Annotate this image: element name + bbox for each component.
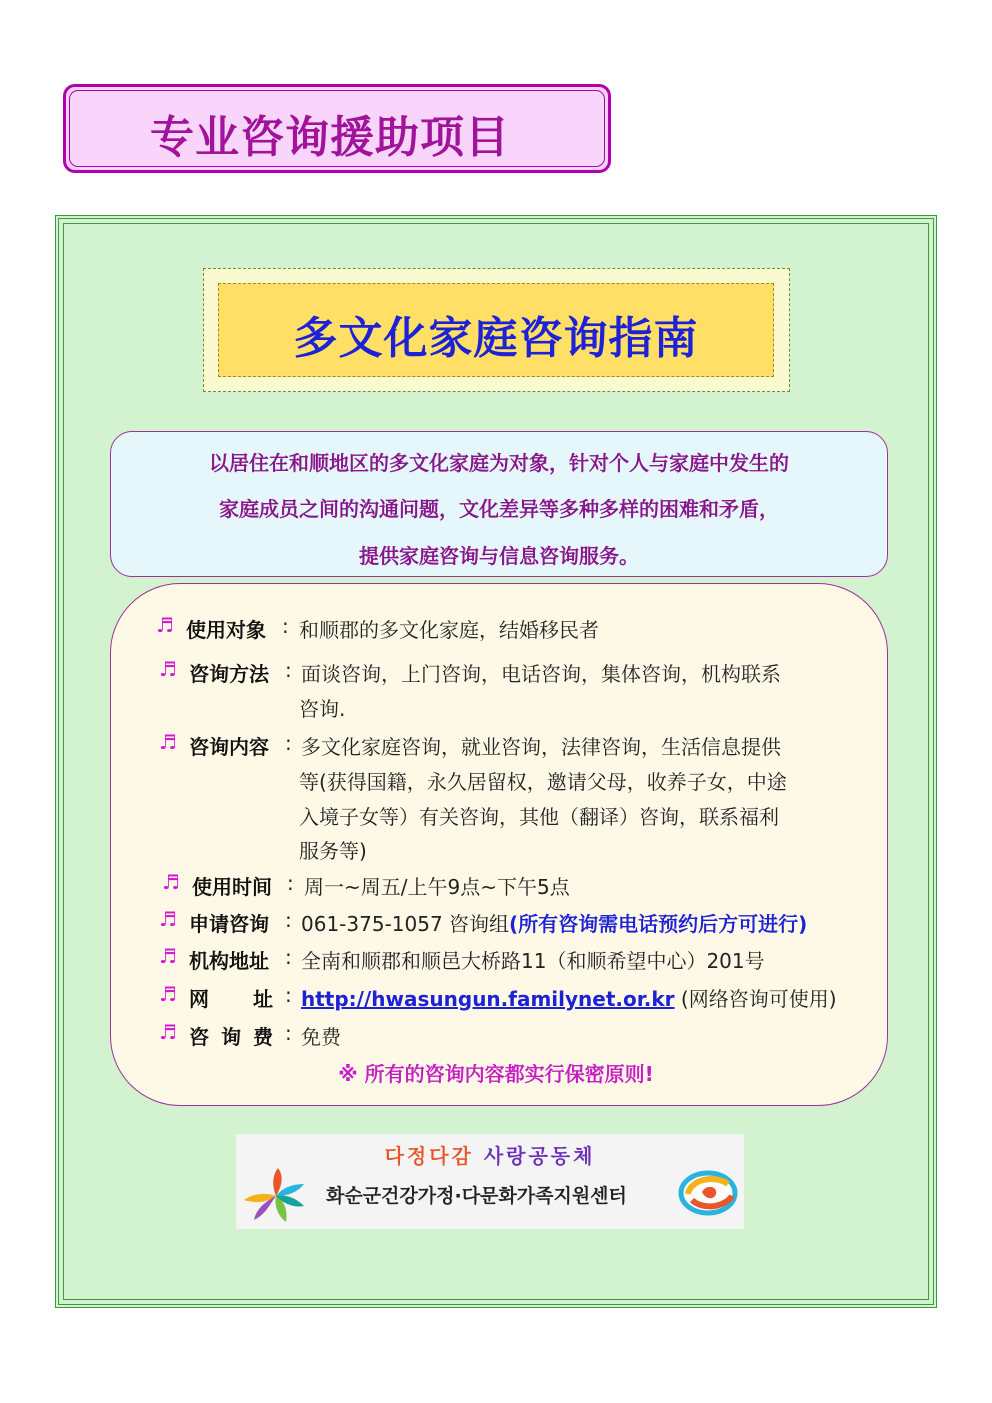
- method-value-line: 咨询.: [299, 697, 346, 721]
- content-label: 咨询内容: [189, 735, 269, 759]
- center-name: 화순군건강가정·다문화가족지원센터: [326, 1185, 627, 1207]
- heart-emblem-icon: [676, 1166, 742, 1218]
- title-inner-box: [218, 283, 774, 377]
- center-logo: [236, 1134, 744, 1229]
- website-link[interactable]: http://hwasungun.familynet.or.kr: [301, 987, 675, 1011]
- intro-box: [110, 431, 888, 577]
- apply-highlight: (所有咨询需电话预约后方可进行): [509, 912, 808, 936]
- music-note-icon: ♬: [159, 944, 177, 968]
- content-value-line: 等(获得国籍，永久居留权，邀请父母，收养子女，中途: [299, 770, 787, 794]
- fee-label-char: 咨: [189, 1025, 209, 1049]
- fee-value: 免费: [301, 1025, 341, 1049]
- content-value-line: 服务等): [299, 839, 367, 863]
- fee-label-char: 费: [253, 1025, 273, 1049]
- fee-label-char: 询: [221, 1025, 241, 1049]
- slogan-part-b: 사랑공동체: [483, 1144, 596, 1168]
- content-colon: :: [285, 731, 292, 755]
- content-value-line: 多文化家庭咨询，就业咨询，法律咨询，生活信息提供: [301, 735, 781, 759]
- time-label: 使用时间: [192, 875, 272, 899]
- website-colon: :: [285, 983, 292, 1007]
- header-banner: [63, 84, 611, 173]
- address-value: 全南和顺郡和顺邑大桥路11（和顺希望中心）201号: [301, 949, 765, 973]
- method-value-line: 面谈咨询，上门咨询，电话咨询，集体咨询，机构联系: [301, 662, 781, 686]
- apply-phone: 061-375-1057: [301, 912, 443, 936]
- method-label: 咨询方法: [189, 662, 269, 686]
- website-note: (网络咨询可使用): [680, 987, 837, 1011]
- apply-label: 申请咨询: [189, 912, 269, 936]
- content-value-line: 入境子女等）有关咨询，其他（翻译）咨询，联系福利: [299, 805, 779, 829]
- address-colon: :: [285, 945, 292, 969]
- website-label-char: 址: [253, 987, 273, 1011]
- apply-value: [301, 908, 807, 937]
- pinwheel-icon: [238, 1166, 316, 1226]
- music-note-icon: ♬: [159, 730, 177, 754]
- target-colon: :: [282, 614, 289, 638]
- address-label: 机构地址: [189, 949, 269, 973]
- music-note-icon: ♬: [159, 982, 177, 1006]
- confidentiality-notice: ※ 所有的咨询内容都实行保密原则!: [338, 1062, 654, 1086]
- intro-line-1: 以居住在和顺地区的多文化家庭为对象，针对个人与家庭中发生的: [209, 451, 789, 475]
- apply-group: 咨询组: [449, 912, 510, 936]
- music-note-icon: ♬: [156, 613, 174, 637]
- intro-line-3: 提供家庭咨询与信息咨询服务。: [359, 544, 639, 568]
- website-label-char: 网: [189, 987, 209, 1011]
- intro-line-2: 家庭成员之间的沟通问题，文化差异等多种多样的困难和矛盾，: [219, 497, 779, 521]
- main-title: 多文化家庭咨询指南: [293, 313, 699, 364]
- method-colon: :: [285, 658, 292, 682]
- slogan-part-a: 다정다감: [384, 1144, 474, 1168]
- logo-slogan: [236, 1140, 744, 1169]
- website-value: [301, 983, 837, 1012]
- music-note-icon: ♬: [162, 870, 180, 894]
- time-colon: :: [287, 871, 294, 895]
- music-note-icon: ♬: [159, 657, 177, 681]
- target-label: 使用对象: [186, 618, 266, 642]
- music-note-icon: ♬: [159, 907, 177, 931]
- page-title: 专业咨询援助项目: [150, 112, 510, 163]
- apply-colon: :: [285, 908, 292, 932]
- music-note-icon: ♬: [159, 1020, 177, 1044]
- time-value: 周一~周五/上午9点~下午5点: [304, 875, 570, 899]
- target-value: 和顺郡的多文化家庭，结婚移民者: [299, 618, 599, 642]
- fee-colon: :: [285, 1021, 292, 1045]
